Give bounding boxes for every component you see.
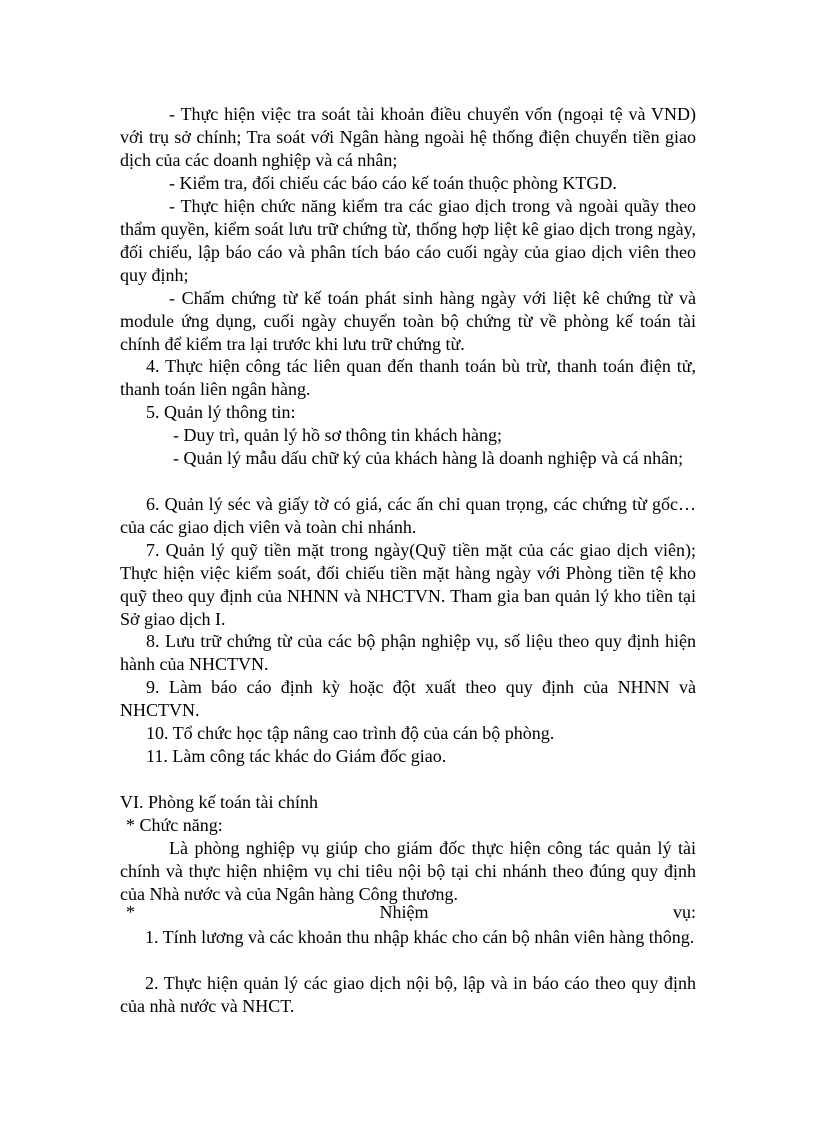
section-heading: VI. Phòng kế toán tài chính: [120, 792, 318, 812]
paragraph-item-5: 5. Quản lý thông tin:: [146, 402, 296, 422]
duty-label-word2: vụ:: [672, 902, 696, 922]
duty-label-star: *: [126, 902, 135, 922]
paragraph-kiem-tra-bao-cao: - Kiểm tra, đối chiếu các báo cáo kế toán thuộc phòng KTGD.: [169, 173, 617, 193]
paragraph-cham-chung-tu: - Chấm chứng từ kế toán phát sinh hàng ngày với liệt kê chứng từ và module ứng dụng, cuối ngày chuyển toàn bộ chứng từ về phòng kế toán tài chính để kiểm tra lại trước khi lưu trữ chứng từ.: [120, 288, 696, 354]
paragraph-item-8: 8. Lưu trữ chứng từ của các bộ phận nghiệp vụ, số liệu theo quy định hiện hành của NHCTVN.: [120, 631, 696, 674]
duty-item-2: 2. Thực hiện quản lý các giao dịch nội bộ, lập và in báo cáo theo quy định của nhà nước và NHCT.: [120, 973, 696, 1016]
paragraph-item-9: 9. Làm báo cáo định kỳ hoặc đột xuất theo quy định của NHNN và NHCTVN.: [120, 677, 696, 720]
function-label: * Chức năng:: [126, 815, 223, 835]
paragraph-item-6: 6. Quản lý séc và giấy tờ có giá, các ấn chỉ quan trọng, các chứng từ gốc…của các giao dịch viên và toàn chi nhánh.: [120, 494, 696, 537]
paragraph-duy-tri: - Duy trì, quản lý hồ sơ thông tin khách hàng;: [173, 425, 502, 445]
paragraph-item-10: 10. Tổ chức học tập nâng cao trình độ của cán bộ phòng.: [146, 723, 555, 743]
function-text: Là phòng nghiệp vụ giúp cho giám đốc thực hiện công tác quản lý tài chính và thực hiện nhiệm vụ chi tiêu nội bộ tại chi nhánh theo đúng quy định của Nhà nước và của Ngân hàng Công thương.: [120, 838, 696, 904]
paragraph-tra-soat: - Thực hiện việc tra soát tài khoản điều chuyển vốn (ngoại tệ và VND) với trụ sở chính; Tra soát với Ngân hàng ngoài hệ thống điện chuyển tiền giao dịch của các doanh nghiệp và cá nhân;: [120, 104, 696, 170]
paragraph-item-11: 11. Làm công tác khác do Giám đốc giao.: [146, 746, 447, 766]
paragraph-mau-dau: - Quản lý mẫu dấu chữ ký của khách hàng là doanh nghiệp và cá nhân;: [173, 448, 684, 468]
paragraph-item-4: 4. Thực hiện công tác liên quan đến thanh toán bù trừ, thanh toán điện tử, thanh toán liên ngân hàng.: [120, 356, 696, 399]
duty-item-1: 1. Tính lương và các khoản thu nhập khác cho cán bộ nhân viên hàng thông.: [145, 927, 695, 947]
duty-label-word1: Nhiệm: [379, 902, 429, 922]
paragraph-kiem-tra-giao-dich: - Thực hiện chức năng kiểm tra các giao dịch trong và ngoài quầy theo thẩm quyền, kiểm soát lưu trữ chứng từ, thống hợp liệt kê giao dịch trong ngày, đối chiếu, lập báo cáo và phân tích báo cáo cuối ngày của giao dịch viên theo quy định;: [120, 196, 696, 285]
duty-label: [120, 901, 696, 924]
paragraph-item-7: 7. Quản lý quỹ tiền mặt trong ngày(Quỹ tiền mặt của các giao dịch viên); Thực hiện việc kiểm soát, đối chiếu tiền mặt hàng ngày với Phòng tiền tệ kho quỹ theo quy định của NHNN và NHCTVN. Tham gia ban quản lý kho tiền tại Sở giao dịch I.: [120, 540, 696, 629]
